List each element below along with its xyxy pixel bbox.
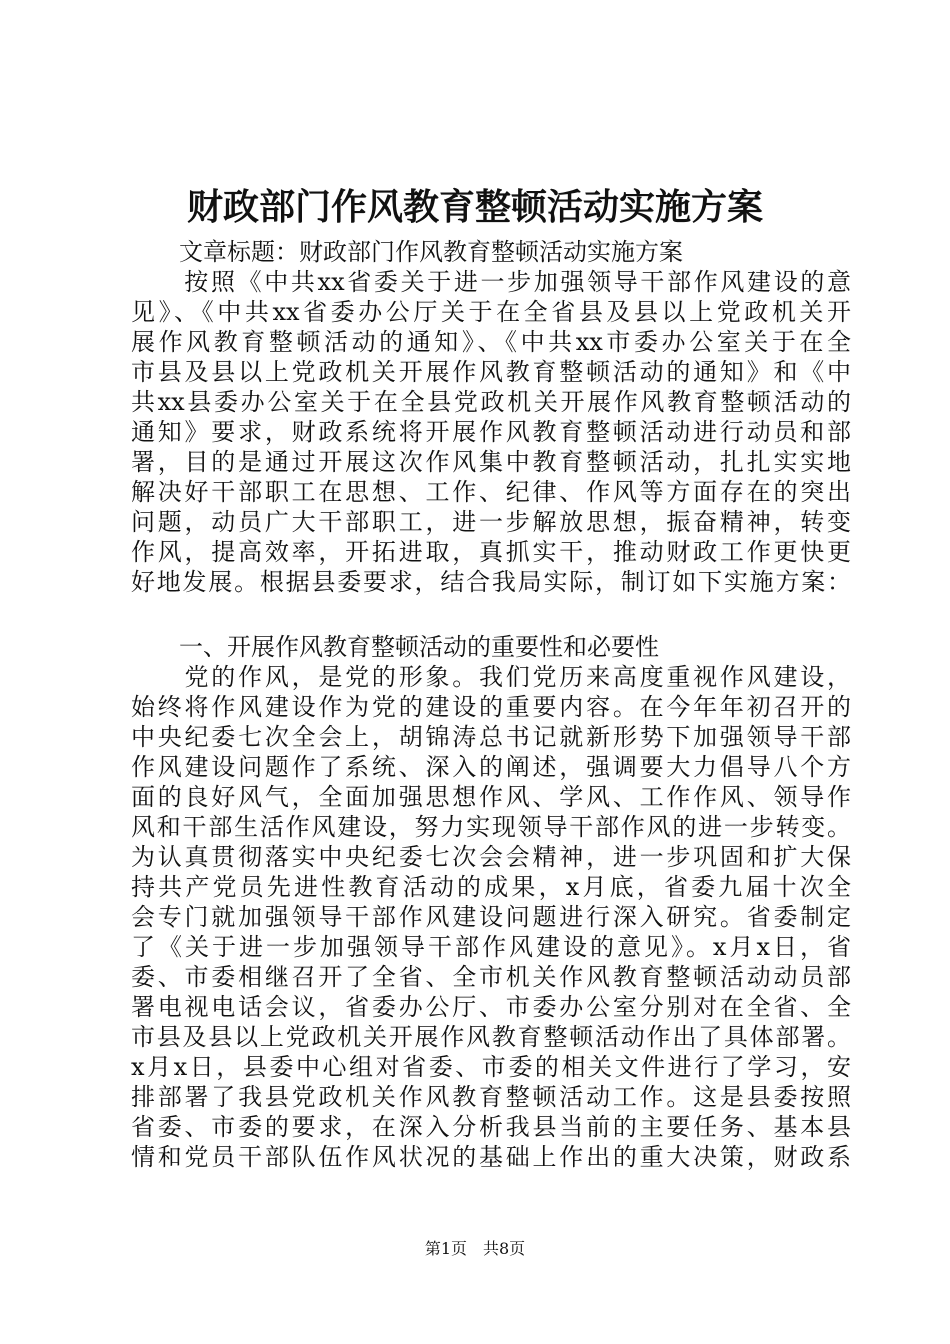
section-heading: 一、开展作风教育整顿活动的重要性和必要性 <box>131 633 659 661</box>
text-line: 好地发展。根据县委要求，结合我局实际，制订如下实施方案： <box>131 568 851 596</box>
page-number-footer: 第1页 共8页 <box>424 1239 526 1258</box>
text-line: 见》、《中共xx省委办公厅关于在全省县及县以上党政机关开 <box>131 298 851 326</box>
text-line: 市县及县以上党政机关开展作风教育整顿活动作出了具体部署。 <box>131 1023 851 1051</box>
text-line: 始终将作风建设作为党的建设的重要内容。在今年年初召开的 <box>131 693 851 721</box>
text-line: 委、市委相继召开了全省、全市机关作风教育整顿活动动员部 <box>131 963 851 991</box>
text-line: 按照《中共xx省委关于进一步加强领导干部作风建设的意 <box>131 268 851 296</box>
intro-paragraph <box>131 237 851 597</box>
text-line: 作风，提高效率，开拓进取，真抓实干，推动财政工作更快更 <box>131 538 851 566</box>
text-line: 展作风教育整顿活动的通知》、《中共xx市委办公室关于在全 <box>131 328 851 356</box>
text-line: 情和党员干部队伍作风状况的基础上作出的重大决策，财政系 <box>131 1143 851 1171</box>
text-line: 面的良好风气，全面加强思想作风、学风、工作作风、领导作 <box>131 783 851 811</box>
text-line: 市县及县以上党政机关开展作风教育整顿活动的通知》和《中 <box>131 358 851 386</box>
text-line: 了《关于进一步加强领导干部作风建设的意见》。x月x日，省 <box>131 933 851 961</box>
text-line: 解决好干部职工在思想、工作、纪律、作风等方面存在的突出 <box>131 478 851 506</box>
section-one <box>131 632 851 1172</box>
text-line: x月x日，县委中心组对省委、市委的相关文件进行了学习，安 <box>131 1053 851 1081</box>
text-line: 署电视电话会议，省委办公厅、市委办公室分别对在全省、全 <box>131 993 851 1021</box>
text-line: 会专门就加强领导干部作风建设问题进行深入研究。省委制定 <box>131 903 851 931</box>
text-line: 省委、市委的要求，在深入分析我县当前的主要任务、基本县 <box>131 1113 851 1141</box>
text-line: 通知》要求，财政系统将开展作风教育整顿活动进行动员和部 <box>131 418 851 446</box>
article-title-line: 文章标题：财政部门作风教育整顿活动实施方案 <box>131 238 683 266</box>
text-line: 作风建设问题作了系统、深入的阐述，强调要大力倡导八个方 <box>131 753 851 781</box>
text-line: 为认真贯彻落实中央纪委七次会会精神，进一步巩固和扩大保 <box>131 843 851 871</box>
text-line: 中央纪委七次全会上，胡锦涛总书记就新形势下加强领导干部 <box>131 723 851 751</box>
document-title: 财政部门作风教育整顿活动实施方案 <box>186 186 763 228</box>
text-line: 共xx县委办公室关于在全县党政机关开展作风教育整顿活动的 <box>131 388 851 416</box>
text-line: 署，目的是通过开展这次作风集中教育整顿活动，扎扎实实地 <box>131 448 851 476</box>
text-line: 持共产党员先进性教育活动的成果，x月底，省委九届十次全 <box>131 873 851 901</box>
text-line: 问题，动员广大干部职工，进一步解放思想，振奋精神，转变 <box>131 508 851 536</box>
text-line: 党的作风，是党的形象。我们党历来高度重视作风建设， <box>131 663 851 691</box>
text-line: 排部署了我县党政机关作风教育整顿活动工作。这是县委按照 <box>131 1083 851 1111</box>
text-line: 风和干部生活作风建设，努力实现领导干部作风的进一步转变。 <box>131 813 851 841</box>
